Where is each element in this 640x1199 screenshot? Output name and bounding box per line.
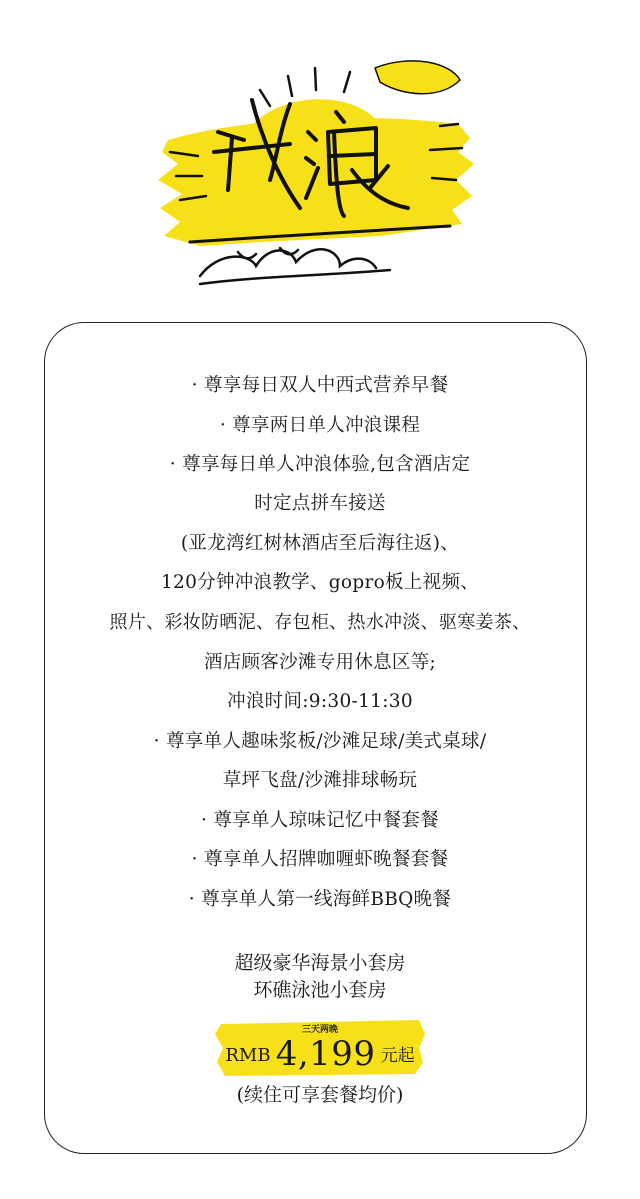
benefit-line: · 尊享每日双人中西式营养早餐 — [191, 375, 449, 396]
sun-shape — [240, 99, 390, 150]
package-duration: 三天两晚 — [301, 1025, 338, 1035]
benefit-line: 草坪飞盘/沙滩排球畅玩 — [222, 770, 418, 791]
benefit-line: · 尊享单人趣味浆板/沙滩足球/美式桌球/ — [153, 731, 487, 752]
benefit-line: 冲浪时间:9:30-11:30 — [227, 691, 413, 712]
benefit-line: 时定点拼车接送 — [254, 493, 386, 514]
room-type: 超级豪华海景小套房 — [234, 952, 406, 974]
benefit-line: · 尊享每日单人冲浪体验,包含酒店定 — [169, 454, 471, 475]
benefit-line: · 尊享单人第一线海鲜BBQ晚餐 — [188, 889, 452, 910]
benefit-line: 酒店顾客沙滩专用休息区等; — [203, 652, 437, 673]
extended-stay-note: (续住可享套餐均价) — [236, 1084, 404, 1106]
benefit-line: 120分钟冲浪教学、gopro板上视频、 — [160, 572, 480, 593]
surf-logo-graphic — [140, 40, 500, 290]
benefit-line: · 尊享两日单人冲浪课程 — [219, 415, 421, 436]
benefit-line: 照片、彩妆防晒泥、存包柜、热水冲淡、驱寒姜茶、 — [109, 612, 531, 633]
price-unit: 元起 — [380, 1046, 415, 1066]
wave-lines — [200, 248, 390, 284]
benefit-line: · 尊享单人琼味记忆中餐套餐 — [201, 810, 439, 831]
benefit-line: (亚龙湾红树林酒店至后海往返)、 — [180, 533, 460, 554]
price-badge — [215, 1018, 425, 1076]
room-type: 环礁泳池小套房 — [253, 979, 387, 1001]
price-currency: RMB — [225, 1045, 271, 1066]
price-row — [215, 1034, 425, 1074]
price-amount: 4,199 — [275, 1034, 376, 1074]
surfboard-icon — [375, 61, 460, 94]
benefit-line: · 尊享单人招牌咖喱虾晚餐套餐 — [191, 849, 449, 870]
surf-logo — [140, 40, 500, 290]
